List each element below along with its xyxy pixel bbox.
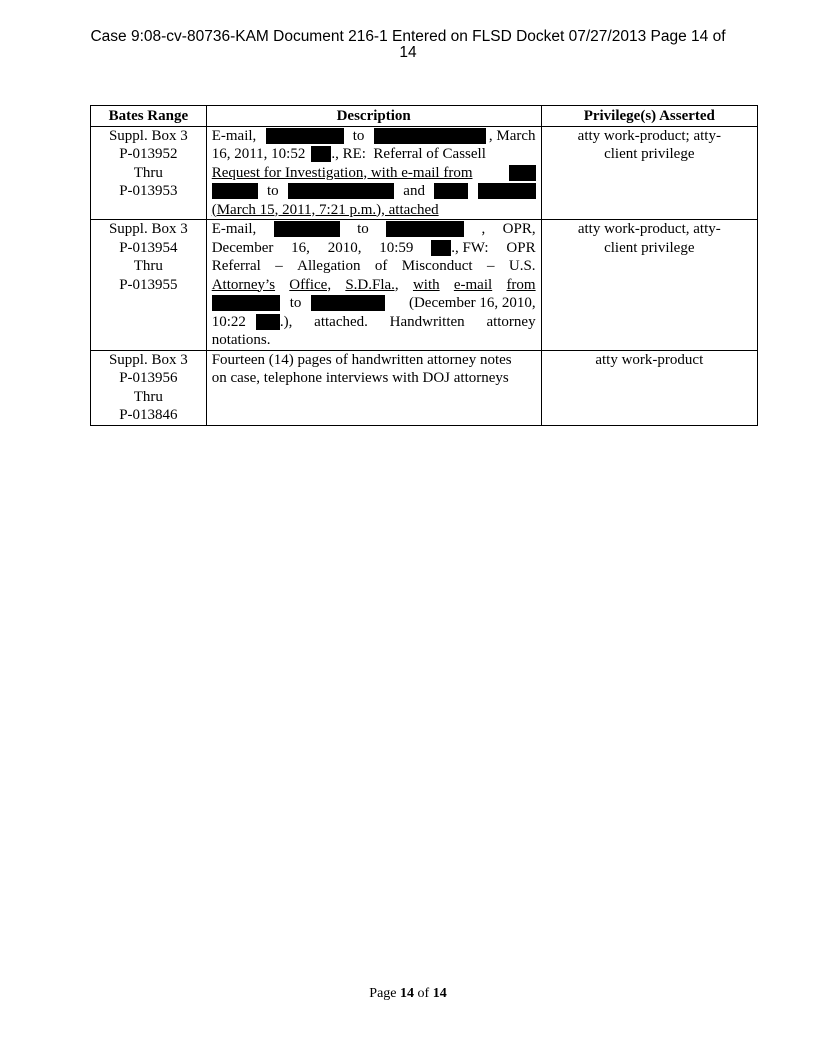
description-text: (December 16, 2010, [408,295,536,311]
redaction-block [509,165,536,181]
table-row [91,350,758,425]
description-text: with [412,276,440,293]
redaction-block [431,240,451,256]
column-header-bates: Bates Range [91,106,207,127]
table-row [91,220,758,351]
redaction-block [256,314,280,330]
description-text: to [289,295,302,311]
redaction-block [212,295,280,311]
description-text: 16, 2011, 10:52 [211,146,306,162]
privilege-line: atty work-product [595,351,704,368]
description-text: .), [279,313,293,330]
description-text: 2010, [327,239,362,256]
bates-range-cell [91,220,207,351]
bates-range-cell [91,350,207,425]
description-text: attached. [314,313,368,330]
description-text: Handwritten [389,313,465,330]
bates-line: Suppl. Box 3 [108,351,188,368]
description-text: to [357,221,369,237]
description-line [212,257,536,276]
table-row [91,126,758,220]
description-line [212,313,536,332]
description-line [212,220,536,239]
bates-line: P-013952 [119,146,178,162]
privilege-cell [541,126,757,220]
description-text: (March 15, 2011, 7:21 p.m.), attached [211,201,439,218]
description-cell [206,220,541,351]
description-text: Misconduct [401,258,473,274]
description-text: Allegation [297,258,361,274]
bates-line: Suppl. Box 3 [108,127,188,144]
description-line [212,331,536,350]
redaction-block [274,221,340,237]
privilege-cell [541,350,757,425]
description-text: , [481,221,486,237]
description-text: S.D.Fla., [345,276,399,293]
description-text: from [506,276,536,293]
page-footer [0,986,816,1002]
bates-line: P-013955 [119,276,178,293]
description-text: – [486,258,495,274]
privilege-line: client privilege [604,239,695,256]
column-header-privilege: Privilege(s) Asserted [541,106,757,127]
description-text: and [403,183,425,199]
docket-header-line2: 14 [399,44,417,61]
description-text: OPR, [502,221,536,237]
redaction-block [434,183,468,199]
privilege-log-table [90,105,758,426]
footer-page-total: 14 [432,986,447,1001]
redaction-group [431,239,488,258]
description-text: 10:22 [211,313,246,330]
redaction-block [212,183,258,199]
description-line [212,294,536,313]
privilege-cell [541,220,757,351]
description-text: ., FW: [451,239,489,256]
description-line [212,145,536,164]
table-header-row [91,106,758,127]
description-text: 10:59 [379,239,414,256]
description-text: of [374,258,388,274]
description-text: notations. [211,332,271,348]
description-text: e-mail [453,276,493,293]
description-text: ., RE: Referral of Cassell [331,146,486,162]
footer-middle: of [414,986,433,1001]
redaction-block [311,295,385,311]
bates-line: P-013954 [119,239,178,256]
bates-line: P-013846 [119,407,178,423]
footer-prefix: Page [369,986,401,1001]
redaction-group [212,313,293,332]
description-text: E-mail, [211,221,257,237]
description-cell [206,350,541,425]
description-line [212,201,536,220]
description-text: U.S. [508,258,536,274]
description-text: 16, [291,239,310,256]
description-line [212,276,536,295]
description-text: Referral [211,258,261,274]
redaction-block [386,221,464,237]
bates-line: P-013956 [119,370,178,386]
description-text: Office, [289,276,332,293]
column-header-description: Description [206,106,541,127]
description-text: E-mail, [211,127,257,144]
description-text: – [275,258,283,274]
bates-line: Thru [133,164,163,181]
description-line [212,182,536,201]
docket-header [0,29,816,61]
redaction-block [311,146,331,162]
docket-header-line1: Case 9:08-cv-80736-KAM Document 216-1 Entered on FLSD Docket 07/27/2013 Page 14 of [90,28,726,45]
description-text: December [211,239,274,256]
description-text: to [352,127,365,144]
description-cell [206,126,541,220]
description-text: to [267,183,279,199]
redaction-block [478,183,536,199]
description-line: on case, telephone interviews with DOJ attorneys [211,370,509,386]
description-line [212,239,536,258]
privilege-line: atty work-product, atty- [577,221,721,237]
redaction-block [288,183,394,199]
bates-line: Thru [133,258,163,274]
redaction-block [266,128,344,144]
description-text: Request for Investigation, with e-mail from [211,164,473,181]
description-text: attorney [486,313,536,330]
bates-line: Suppl. Box 3 [108,221,188,237]
privilege-line: client privilege [604,146,695,162]
privilege-line: atty work-product; atty- [577,127,721,144]
description-line [212,127,536,146]
bates-line: P-013953 [119,183,178,199]
redaction-block [374,128,486,144]
description-line: Fourteen (14) pages of handwritten attorney notes [211,351,512,368]
footer-page-number: 14 [400,986,415,1001]
bates-range-cell [91,126,207,220]
bates-line: Thru [133,388,163,405]
description-line [212,164,536,183]
description-text: OPR [506,239,536,256]
description-text: Attorney’s [211,276,276,293]
description-text: , March [488,127,536,144]
